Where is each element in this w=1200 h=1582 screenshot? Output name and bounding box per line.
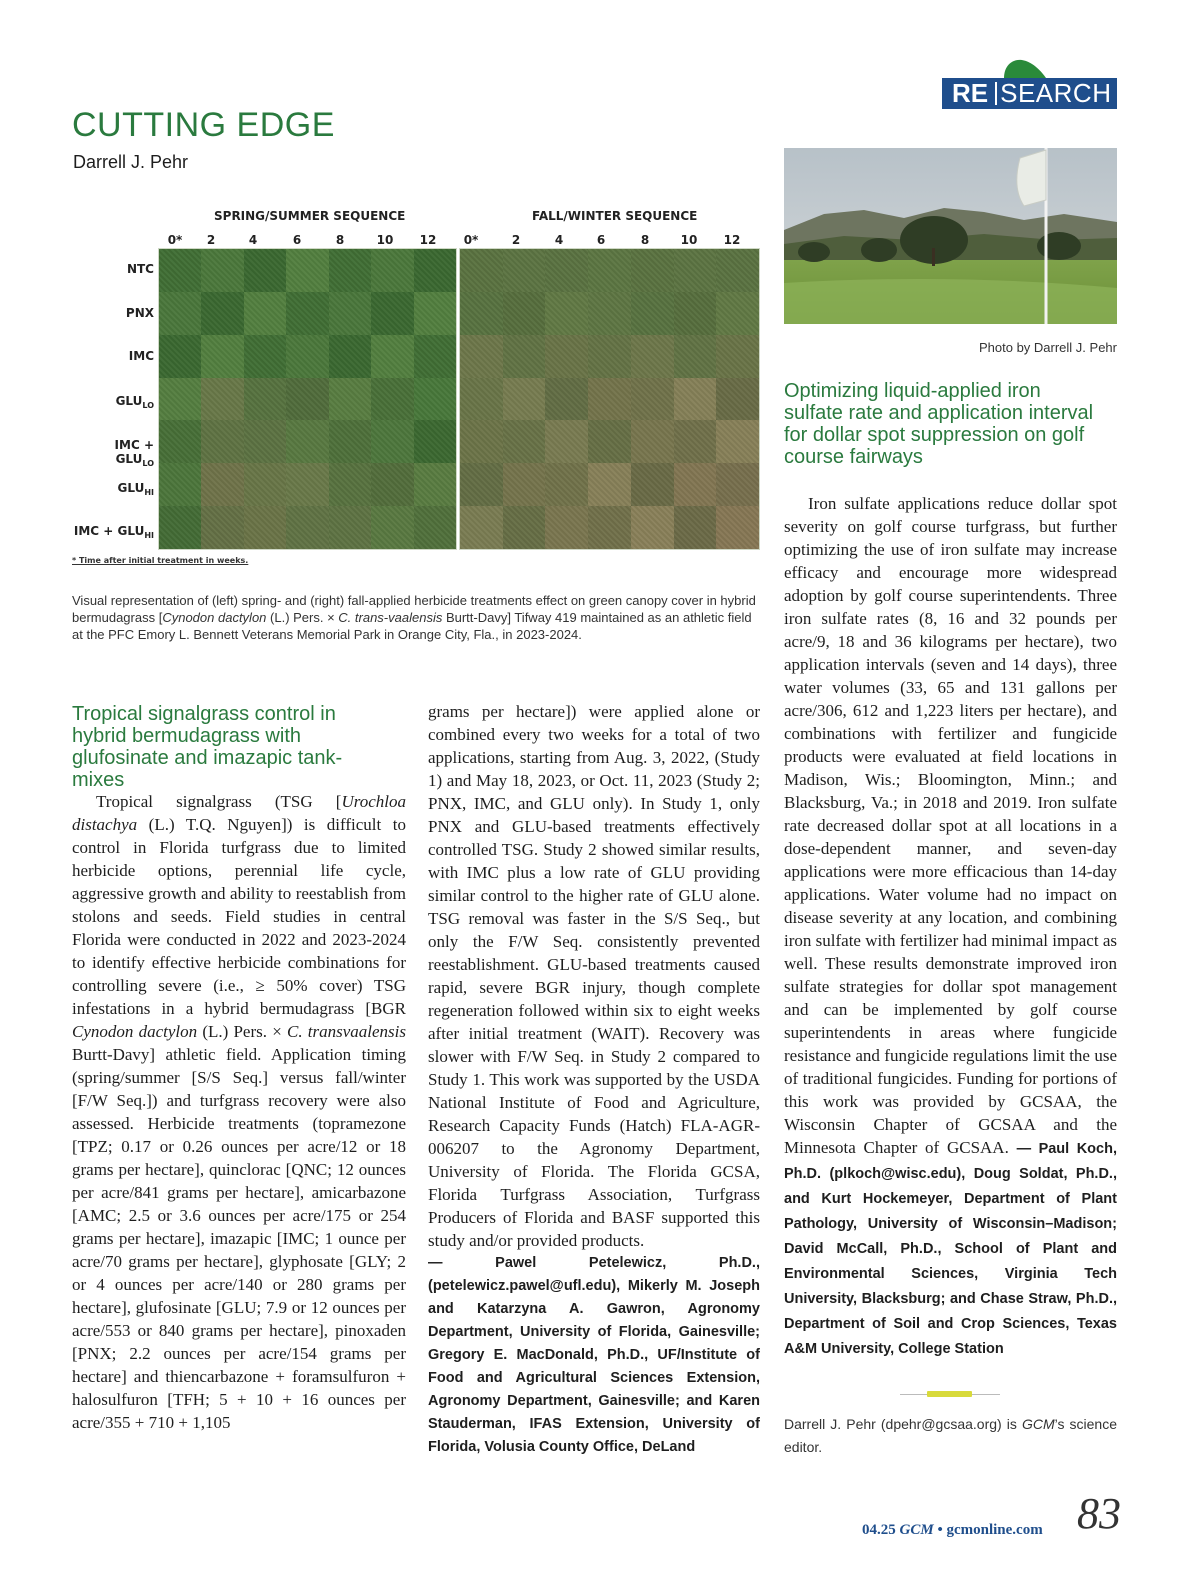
row-label-text: GLU — [115, 394, 143, 408]
turf-plot-cell — [545, 463, 588, 506]
body-text: (L.) Pers. × — [197, 1022, 287, 1041]
figure-row-label — [72, 394, 154, 410]
turf-plot-cell — [329, 249, 372, 292]
turf-plot-cell — [244, 420, 287, 463]
turf-plot-cell — [716, 506, 759, 549]
figure-row-label — [72, 524, 154, 540]
body-text: Burtt-Davy] athletic field. Application timing (spring/summer [S/S Seq.] versus fall/winter [F/W Seq.]) and turfgrass recovery were also assessed. Herbicide treatments (topramezone [TPZ; 0.17 or 0.26 ounces per acre/12 or 18 grams per hectare], quinclorac [QNC; 12 ounces per acre/841 grams per hectare], amicarbazone [AMC; 2.5 or 3.6 ounces per acre/175 or 254 grams per hectare], imazapic [IMC; 1 ounce per acre/70 grams per hectare], glyphosate [GLY; 2 or 4 ounces per acre/140 or 280 grams per hectare], glufosinate [GLU; 7.9 or 12 ounces per acre/553 or 840 grams per hectare], pinoxaden [PNX; 2.2 ounces per acre/154 grams per hectare] and thiencarbazone + foramsulfuron + halosulfuron [TFH; 5 + 10 + 16 ounces per acre/355 + 710 + 1,105 — [72, 1045, 406, 1432]
row-label-text: IMC + GLU — [73, 524, 145, 538]
turf-plot-cell — [503, 249, 546, 292]
figure-tick-label: 2 — [206, 233, 216, 247]
photo-credit: Photo by Darrell J. Pehr — [978, 340, 1117, 355]
turf-plot-cell — [286, 463, 329, 506]
fall-winter-panel — [459, 248, 760, 550]
figure-row-label — [72, 438, 154, 468]
turf-plot-cell — [674, 463, 717, 506]
row-label-text: PNX — [125, 306, 154, 320]
spring-summer-panel — [158, 248, 457, 550]
folio-magazine: GCM — [899, 1522, 934, 1538]
article-paragraph — [72, 790, 406, 1434]
row-label-text: IMC + GLU — [114, 438, 154, 466]
turf-plot-cell — [588, 292, 631, 335]
turf-plot-cell — [244, 378, 287, 421]
editor-note-italic: GCM — [1021, 1416, 1055, 1432]
turf-plot-cell — [329, 463, 372, 506]
article-paragraph — [784, 492, 1117, 1361]
turf-plot-cell — [716, 249, 759, 292]
turf-plot-cell — [414, 463, 457, 506]
figure-tick-label: 6 — [596, 233, 606, 247]
turf-plot-cell — [286, 378, 329, 421]
golf-course-photo — [784, 148, 1117, 324]
turf-plot-cell — [631, 378, 674, 421]
body-italic: Cynodon dactylon — [72, 1022, 198, 1041]
turf-plot-cell — [329, 335, 372, 378]
turf-plot-cell — [503, 335, 546, 378]
turf-plot-cell — [371, 378, 414, 421]
turf-plot-cell — [371, 335, 414, 378]
byline: Darrell J. Pehr — [73, 152, 189, 172]
figure-tick-label: 8 — [335, 233, 345, 247]
herbicide-figure — [72, 200, 762, 570]
article-authors-signalgrass: — Pawel Petelewicz, Ph.D., (petelewicz.pawel@ufl.edu), Mikerly M. Joseph and Katarzyna A. Gawron, Agronomy Department, University of Florida, Gainesville; Gregory E. MacDonald, Ph.D., UF/Institute of Food and Agricultural Sciences Extension, Agronomy Department, Gainesville; and Karen Stauderman, IFAS Extension, University of Florida, Volusia County Office, DeLand — [428, 1255, 760, 1455]
turf-plot-cell — [201, 249, 244, 292]
turf-plot-cell — [545, 249, 588, 292]
article-body-signalgrass-col1 — [72, 790, 406, 1434]
turf-plot-cell — [159, 292, 202, 335]
turf-plot-cell — [631, 292, 674, 335]
body-text: (L.) T.Q. Nguyen]) is difficult to control in Florida turfgrass due to limited herbicide options, perennial life cycle, aggressive growth and ability to reestablish from stolons and seeds. Field studies in central Florida were conducted in 2022 and 2023-2024 to identify effective herbicide combinations for controlling severe (i.e., ≥ 50% cover) TSG infestations in a hybrid bermudagrass [BGR — [72, 815, 406, 1018]
turf-plot-cell — [716, 420, 759, 463]
figure-row-label — [72, 262, 154, 276]
divider-accent — [927, 1391, 972, 1397]
editor-note — [784, 1413, 1117, 1459]
turf-plot-cell — [201, 506, 244, 549]
row-label-text: NTC — [126, 262, 154, 276]
turf-plot-cell — [674, 506, 717, 549]
caption-text-1: Visual representation of (left) spring- and (right) fall-applied herbicide treatments effect on green canopy cover in hybrid bermudagrass [ — [72, 593, 756, 625]
turf-plot-cell — [244, 463, 287, 506]
turf-plot-cell — [159, 506, 202, 549]
turf-plot-cell — [371, 463, 414, 506]
turf-plot-cell — [716, 292, 759, 335]
turf-plot-cell — [588, 249, 631, 292]
turf-plot-cell — [329, 292, 372, 335]
turf-plot-cell — [631, 463, 674, 506]
turf-plot-cell — [460, 249, 503, 292]
editor-note-text: ’s science editor. — [784, 1416, 1117, 1455]
figure-caption — [72, 592, 760, 643]
turf-plot-cell — [503, 506, 546, 549]
turf-plot-cell — [460, 378, 503, 421]
figure-heading-spring: SPRING/SUMMER SEQUENCE — [214, 209, 406, 223]
turf-plot-cell — [545, 335, 588, 378]
turf-plot-cell — [545, 292, 588, 335]
turf-plot-cell — [414, 506, 457, 549]
turf-plot-cell — [414, 378, 457, 421]
turf-plot-cell — [329, 378, 372, 421]
turf-plot-cell — [460, 506, 503, 549]
turf-plot-cell — [329, 420, 372, 463]
turf-plot-cell — [716, 378, 759, 421]
turf-plot-cell — [460, 463, 503, 506]
section-title: CUTTING EDGE — [72, 106, 335, 144]
page-number: 83 — [1077, 1489, 1121, 1538]
caption-text-3: Burtt-Davy] Tifway 419 maintained as an athletic field at the PFC Emory L. Bennett Veterans Memorial Park in Orange City, Fla., in 2023-2024. — [72, 610, 752, 642]
research-logo — [942, 48, 1117, 112]
article-headline-iron-sulfate: Optimizing liquid-applied iron sulfate rate and application interval for dollar spot suppression on golf course fairways — [784, 380, 1094, 468]
turf-plot-cell — [674, 335, 717, 378]
figure-tick-label: 10 — [680, 233, 698, 247]
figure-tick-label: 0* — [463, 233, 479, 247]
turf-plot-cell — [545, 378, 588, 421]
turf-plot-cell — [674, 420, 717, 463]
turf-plot-cell — [201, 292, 244, 335]
turf-plot-cell — [244, 335, 287, 378]
turf-plot-cell — [371, 292, 414, 335]
turf-plot-cell — [201, 378, 244, 421]
turf-plot-cell — [159, 463, 202, 506]
turf-plot-cell — [286, 420, 329, 463]
turf-plot-cell — [159, 335, 202, 378]
body-italic: C. transvaalensis — [287, 1022, 407, 1041]
turf-plot-cell — [201, 335, 244, 378]
turf-plot-cell — [631, 420, 674, 463]
page-folio — [862, 1522, 1043, 1539]
folio-bullet: • — [933, 1522, 947, 1538]
turf-plot-cell — [244, 292, 287, 335]
turf-plot-cell — [201, 420, 244, 463]
turf-plot-cell — [460, 335, 503, 378]
leaf-icon — [1000, 48, 1050, 80]
body-text: Tropical signalgrass (TSG [ — [96, 792, 342, 811]
figure-tick-label: 2 — [511, 233, 521, 247]
folio-issue: 04.25 — [862, 1522, 900, 1538]
figure-tick-label: 12 — [419, 233, 437, 247]
turf-plot-cell — [545, 420, 588, 463]
figure-row-label — [72, 349, 154, 363]
turf-plot-cell — [371, 506, 414, 549]
turf-plot-cell — [286, 249, 329, 292]
turf-plot-cell — [414, 249, 457, 292]
turf-plot-cell — [588, 378, 631, 421]
turf-plot-cell — [371, 420, 414, 463]
turf-plot-cell — [244, 249, 287, 292]
turf-plot-cell — [503, 463, 546, 506]
figure-tick-label: 10 — [376, 233, 394, 247]
turf-plot-cell — [503, 420, 546, 463]
article-headline-signalgrass: Tropical signalgrass control in hybrid bermudagrass with glufosinate and imazapic tank-mixes — [72, 703, 343, 791]
article-body-iron-sulfate — [784, 492, 1117, 1361]
body-text: Iron sulfate applications reduce dollar spot severity on golf course turfgrass, but further optimizing the use of iron sulfate may increase efficacy and encourage more widespread adoption by golf course superintendents. Three iron sulfate rates (8, 16 and 32 pounds per acre/9, 18 and 36 kilograms per hectare), two application intervals (seven and 14 days), three water volumes (33, 65 and 131 gallons per acre/306, 612 and 1,223 liters per hectare), and combinations with fertilizer and fungicide products were evaluated at field locations in Madison, Wis.; Bloomington, Minn.; and Blacksburg, Va.; in 2018 and 2019. Iron sulfate rate decreased dollar spot at all locations in a dose-dependent manner, and seven-day applications were more efficacious than 14-day applications. Water volume had no impact on disease severity at any location, and combining iron sulfate with fertilizer had minimal impact as well. These results demonstrate improved iron sulfate strategies for dollar spot management and can be implemented by golf course superintendents in areas where fungicide resistance and fungicide regulations limit the use of traditional fungicides. Funding for portions of this work was provided by GCSAA, the Wisconsin Chapter of GCSAA and the Minnesota Chapter of GCSAA. — [784, 494, 1117, 1157]
logo-search-text: SEARCH — [1000, 78, 1112, 108]
turf-plot-cell — [460, 420, 503, 463]
turf-plot-cell — [503, 378, 546, 421]
article-authors-iron-sulfate: — Paul Koch, Ph.D. (plkoch@wisc.edu), Doug Soldat, Ph.D., and Kurt Hockemeyer, Department of Plant Pathology, University of Wisconsin–Madison; David McCall, Ph.D., School of Plant and Environmental Sciences, Virginia Tech University, Blacksburg; and Chase Straw, Ph.D., Department of Soil and Crop Sciences, Texas A&M University, College Station — [784, 1141, 1117, 1357]
figure-row-label — [72, 306, 154, 320]
article-body-signalgrass-col2 — [428, 700, 760, 1459]
caption-text-2: (L.) Pers. × — [266, 610, 339, 625]
figure-heading-fall: FALL/WINTER SEQUENCE — [532, 209, 698, 223]
turf-plot-cell — [286, 292, 329, 335]
turf-plot-cell — [631, 506, 674, 549]
turf-plot-cell — [674, 292, 717, 335]
turf-plot-cell — [631, 335, 674, 378]
turf-plot-cell — [244, 506, 287, 549]
row-label-text: IMC — [128, 349, 154, 363]
turf-plot-cell — [545, 506, 588, 549]
turf-plot-cell — [414, 292, 457, 335]
logo-re-text: RE — [952, 78, 989, 108]
turf-plot-cell — [674, 378, 717, 421]
turf-plot-cell — [201, 463, 244, 506]
row-label-subscript: HI — [144, 531, 154, 541]
turf-plot-cell — [329, 506, 372, 549]
turf-plot-cell — [588, 463, 631, 506]
logo-divider — [995, 82, 997, 105]
row-label-text: GLU — [117, 481, 145, 495]
turf-plot-cell — [414, 335, 457, 378]
turf-plot-cell — [588, 335, 631, 378]
turf-plot-cell — [414, 420, 457, 463]
figure-footnote: * Time after initial treatment in weeks. — [72, 556, 249, 565]
figure-tick-label: 8 — [640, 233, 650, 247]
turf-plot-cell — [159, 420, 202, 463]
turf-plot-cell — [588, 506, 631, 549]
turf-plot-cell — [460, 292, 503, 335]
row-label-subscript: HI — [144, 488, 154, 498]
turf-plot-cell — [159, 249, 202, 292]
turf-plot-cell — [286, 506, 329, 549]
figure-row-label — [72, 481, 154, 497]
turf-plot-cell — [503, 292, 546, 335]
caption-italic-1: Cynodon dactylon — [162, 610, 267, 625]
caption-italic-2: C. trans-vaalensis — [338, 610, 443, 625]
turf-plot-cell — [371, 249, 414, 292]
body-italic: Urochloa distachya — [72, 792, 406, 834]
folio-site-link[interactable]: gcmonline.com — [946, 1522, 1043, 1538]
turf-plot-cell — [716, 335, 759, 378]
row-label-subscript: LO — [142, 401, 154, 411]
row-label-subscript: LO — [142, 459, 154, 469]
article-paragraph: grams per hectare]) were applied alone or combined every two weeks for a total of two applications, starting from Aug. 3, 2022, (Study 1) and May 18, 2023, or Oct. 11, 2023 (Study 2; PNX, IMC, and GLU only). In Study 1, only PNX and GLU-based treatments effectively controlled TSG. Study 2 showed similar results, with IMC plus a low rate of GLU providing similar control to the higher rate of GLU alone. TSG removal was faster in the S/S Seq., but only the F/W Seq. consistently prevented reestablishment. GLU-based treatments caused rapid, severe BGR injury, though complete regeneration followed within six to eight weeks after initial treatment (WAIT). Recovery was slower with F/W Seq. in Study 2 compared to Study 1. This work was supported by the USDA National Institute of Food and Agriculture, Research Capacity Funds (Hatch) FLA-AGR-006207 to the Agronomy Department, University of Florida. The Florida GCSA, Florida Turfgrass Association, Turfgrass Producers of Florida and BASF supported this study and/or provided products. — [428, 702, 760, 1250]
figure-tick-label: 12 — [723, 233, 741, 247]
turf-plot-cell — [159, 378, 202, 421]
figure-tick-label: 4 — [248, 233, 258, 247]
turf-plot-cell — [631, 249, 674, 292]
figure-tick-label: 0* — [167, 233, 183, 247]
turf-plot-cell — [674, 249, 717, 292]
figure-tick-label: 6 — [292, 233, 302, 247]
turf-plot-cell — [716, 463, 759, 506]
editor-note-text: Darrell J. Pehr (dpehr@gcsaa.org) is — [784, 1416, 1022, 1432]
turf-plot-cell — [588, 420, 631, 463]
figure-tick-label: 4 — [554, 233, 564, 247]
turf-plot-cell — [286, 335, 329, 378]
